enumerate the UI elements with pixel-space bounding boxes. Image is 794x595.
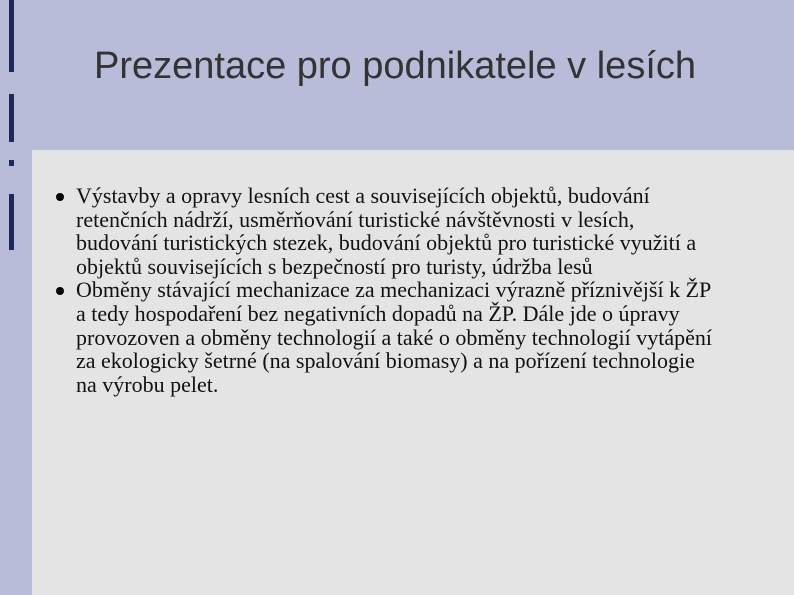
bullet-list [56, 184, 716, 396]
bullet-text: Výstavby a opravy lesních cest a souvisejících objektů, budování retenčních nádrží, usměrňování turistické návštěvnosti v lesích, budování turistických stezek, budování objektů pro turistické využití a objektů souvisejících s bezpečností pro turisty, údržba lesů [76, 183, 697, 279]
bullet-dot-icon [56, 287, 64, 295]
bullet-item [56, 184, 716, 278]
bullet-item [56, 278, 716, 396]
bullet-dot-icon [56, 193, 64, 201]
decorative-bar [9, 94, 14, 142]
decorative-bar [9, 160, 14, 166]
bullet-text: Obměny stávající mechanizace za mechanizaci výrazně příznivější k ŽP a tedy hospodaření bez negativních dopadů na ŽP. Dále jde o úpravy provozoven a obměny technologií a také o obměny technologií vytápění za ekologicky šetrné (na spalování biomasy) a na pořízení technologie na výrobu pelet. [76, 277, 712, 397]
decorative-bar [9, 0, 14, 72]
slide-title: Prezentace pro podnikatele v lesích [93, 45, 697, 87]
decorative-bar [9, 194, 14, 250]
